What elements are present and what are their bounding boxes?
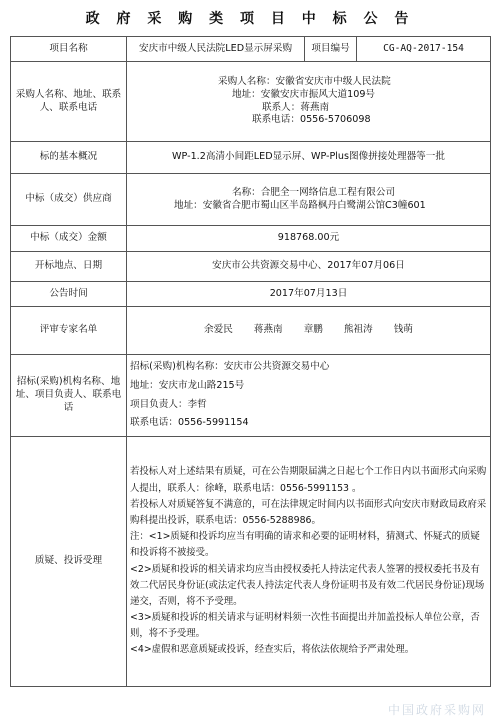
project-number-value: CG-AQ-2017-154	[357, 37, 491, 62]
row-supplier	[11, 174, 491, 226]
project-name-label: 项目名称	[11, 37, 127, 62]
opening-value: 安庆市公共资源交易中心、2017年07月06日	[127, 252, 491, 282]
supplier-line: 地址：安徽省合肥市蜀山区半岛路枫丹白鹭湖公馆C3幢601	[174, 199, 426, 211]
purchaser-value	[127, 62, 491, 142]
project-number-label: 项目编号	[305, 37, 357, 62]
agency-label: 招标(采购)机构名称、地址、项目负责人、联系电话	[11, 355, 127, 437]
complaint-paragraph: 注：<1>质疑和投诉均应当有明确的请求和必要的证明材料，猜测式、怀疑式的质疑和投诉将不被接受。	[130, 531, 480, 559]
agency-line: 联系电话：0556-5991154	[130, 417, 249, 429]
announcement-table	[10, 36, 491, 687]
row-overview	[11, 142, 491, 174]
row-announce	[11, 282, 491, 307]
expert-name: 蒋燕南	[253, 324, 283, 336]
complaint-label: 质疑、投诉受理	[11, 437, 127, 687]
row-amount	[11, 226, 491, 252]
row-project	[11, 37, 491, 62]
experts-label: 评审专家名单	[11, 307, 127, 355]
amount-value: 918768.00元	[127, 226, 491, 252]
supplier-value	[127, 174, 491, 226]
agency-line: 地址：安庆市龙山路215号	[130, 379, 245, 391]
complaint-paragraph: <3>质疑和投诉的相关请求与证明材料须一次性书面提出并加盖投标人单位公章，否则，将不予受理。	[130, 612, 480, 640]
complaint-value	[127, 437, 491, 687]
page-title: 政 府 采 购 类 项 目 中 标 公 告	[85, 11, 415, 27]
overview-value: WP-1.2高清小间距LED显示屏、WP-Plus图像拼接处理器等一批	[127, 142, 491, 174]
purchaser-line: 采购人名称：安徽省安庆市中级人民法院	[218, 75, 391, 87]
expert-name: 钱萌	[393, 324, 413, 336]
row-experts	[11, 307, 491, 355]
expert-name: 余爱民	[204, 324, 233, 336]
supplier-label: 中标（成交）供应商	[11, 174, 127, 226]
agency-value	[127, 355, 491, 437]
expert-name: 章鹏	[303, 324, 323, 336]
purchaser-line: 联系电话：0556-5706098	[252, 114, 371, 126]
complaint-paragraph: 若投标人对上述结果有质疑，可在公告期限届满之日起七个工作日内以书面形式向采购人提出，联系人：徐峰，联系电话：0556-5991153 。	[130, 466, 487, 494]
announce-label: 公告时间	[11, 282, 127, 307]
overview-label: 标的基本概况	[11, 142, 127, 174]
row-complaint	[11, 437, 491, 687]
complaint-paragraph: <4>虚假和恶意质疑或投诉，经查实后，将依法依规给予严肃处理。	[130, 644, 415, 656]
announce-value: 2017年07月13日	[127, 282, 491, 307]
row-purchaser	[11, 62, 491, 142]
purchaser-line: 联系人：蒋燕南	[262, 101, 330, 113]
opening-label: 开标地点、日期	[11, 252, 127, 282]
purchaser-label: 采购人名称、地址、联系人、联系电话	[11, 62, 127, 142]
amount-label: 中标（成交）金额	[11, 226, 127, 252]
project-name-value: 安庆市中级人民法院LED显示屏采购	[127, 37, 305, 62]
experts-value	[127, 307, 491, 355]
supplier-line: 名称：合肥全一网络信息工程有限公司	[232, 186, 396, 198]
row-opening	[11, 252, 491, 282]
agency-line: 招标(采购)机构名称：安庆市公共资源交易中心	[130, 361, 330, 373]
agency-line: 项目负责人：李哲	[130, 398, 207, 410]
watermark: 中国政府采购网	[387, 703, 486, 717]
complaint-paragraph: 若投标人对质疑答复不满意的，可在法律规定时间内以书面形式向安庆市财政局政府采购科提出投诉，联系电话：0556-5288986。	[130, 498, 487, 526]
complaint-paragraph: <2>质疑和投诉的相关请求均应当由授权委托人持法定代表人签署的授权委托书及有效二代居民身份证(或法定代表人持法定代表人身份证明书及有效二代居民身份证)现场递交，否则，将不予受理。	[130, 563, 485, 607]
purchaser-line: 地址：安徽安庆市振风大道109号	[232, 88, 376, 100]
row-agency	[11, 355, 491, 437]
expert-name: 熊祖涛	[343, 324, 373, 336]
